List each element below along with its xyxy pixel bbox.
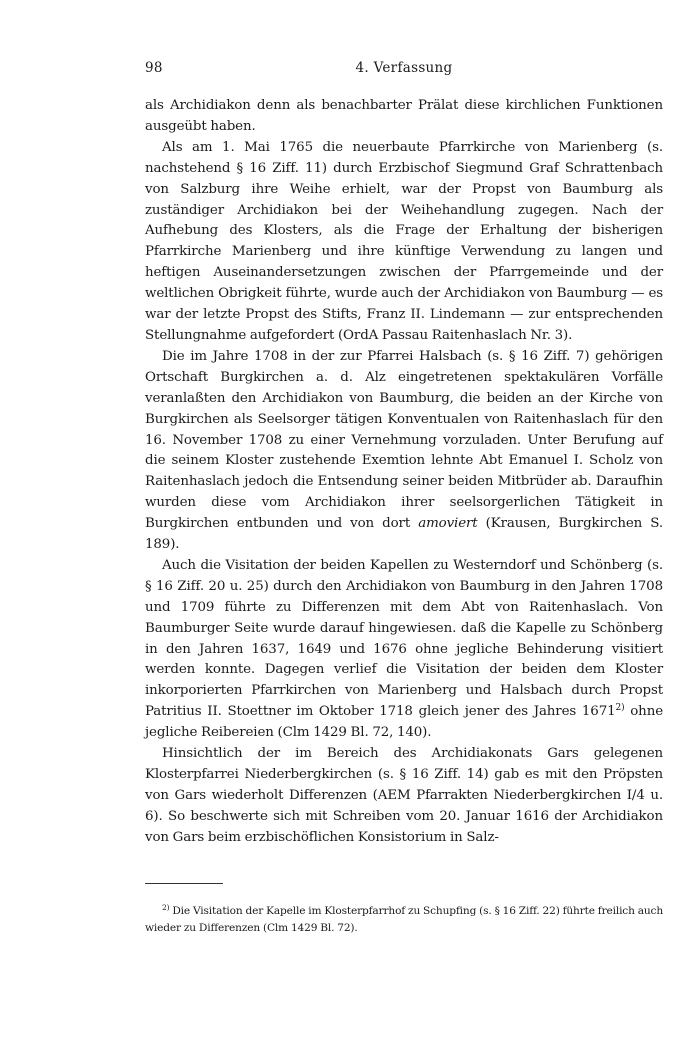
paragraph-gars: Hinsichtlich der im Bereich des Archidiakonats Gars gelegenen Klosterpfarrei Niederbergkirchen (s. § 16 Ziff. 14) gab es mit den Pröpsten von Gars wiederholt Differenzen (AEM Pfarrakten Niederbergkirchen I/4 u. 6). So beschwerte sich mit Schreiben vom 20. Januar 1616 der Archidiakon von Gars beim erzbischöflichen Konsistorium in Salz-: [145, 746, 663, 845]
footnote-text: Die Visitation der Kapelle im Klosterpfarrhof zu Schupfing (s. § 16 Ziff. 22) führte freilich auch wieder zu Differenzen (Clm 1429 Bl. 72).: [145, 905, 663, 934]
paragraph-visitation: [145, 556, 663, 744]
body-text: [145, 96, 663, 849]
paragraph-text: Auch die Visitation der beiden Kapellen zu Westerndorf und Schönberg (s. § 16 Ziff. 20 u. 25) durch den Archidiakon von Baumburg in den Jahren 1708 und 1709 führte zu Differenzen mit dem Abt von Raitenhaslach. Von Baumburger Seite wurde darauf hingewiesen. daß die Kapelle zu Schönberg in den Jahren 1637, 1649 und 1676 ohne jegliche Behinderung visitiert werden konnte. Dagegen verlief die Visitation der beiden dem Kloster inkorporierten Pfarrkirchen von Marienberg und Halsbach durch Propst Patritius II. Stoettner im Oktober 1718 gleich jener des Jahres 1671: [145, 557, 663, 720]
paragraph-text: ohne jegliche Reibereien (Clm 1429 Bl. 72, 140).: [145, 704, 663, 741]
running-title: 4. Verfassung: [355, 60, 453, 76]
footnote-reference[interactable]: 2): [615, 703, 625, 714]
footnote-divider: [145, 883, 223, 884]
paragraph-continuation: als Archidiakon denn als benachbarter Prälat diese kirchlichen Funktionen ausgeübt haben.: [145, 98, 663, 134]
footnote: [145, 903, 663, 936]
paragraph-burgkirchen: [145, 347, 663, 556]
paragraph-text: (Krausen, Burgkirchen S. 189).: [145, 516, 663, 553]
paragraph-text: Die im Jahre 1708 in der zur Pfarrei Halsbach (s. § 16 Ziff. 7) gehörigen Ortschaft Burgkirchen a. d. Alz eingetretenen spektakulären Vorfälle veranlaßten den Archidiakon von Baumburg, die beiden an der Kirche von Burgkirchen als Seelsorger tätigen Konventualen von Raitenhaslach für den 16. November 1708 zu einer Vernehmung vorzuladen. Unter Berufung auf die seinem Kloster zustehende Exemtion lehnte Abt Emanuel I. Scholz von Raitenhaslach jedoch die Entsendung seiner beiden Mitbrüder ab. Daraufhin wurden diese vom Archidiakon ihrer seelsorgerlichen Tätigkeit in Burgkirchen entbunden und von dort: [145, 348, 663, 532]
page-number: 98: [145, 60, 163, 76]
italic-term: amoviert: [418, 516, 478, 532]
footnote-mark: 2): [162, 903, 170, 912]
running-head: [145, 60, 663, 80]
paragraph-marienberg: Als am 1. Mai 1765 die neuerbaute Pfarrkirche von Marienberg (s. nachstehend § 16 Ziff. 11) durch Erzbischof Siegmund Graf Schrattenbach von Salzburg ihre Weihe erhielt, war der Propst von Baumburg als zuständiger Archidiakon bei der Weihehandlung zugegen. Nach der Aufhebung des Klosters, als die Frage der Erhaltung der bisherigen Pfarrkirche Marienberg und ihre künftige Verwendung zu langen und heftigen Auseinandersetzungen zwischen der Pfarrgemeinde und der weltlichen Obrigkeit führte, wurde auch der Archidiakon von Baumburg — es war der letzte Propst des Stifts, Franz II. Lindemann — zur entsprechenden Stellungnahme aufgefordert (OrdA Passau Raitenhaslach Nr. 3).: [145, 139, 663, 343]
